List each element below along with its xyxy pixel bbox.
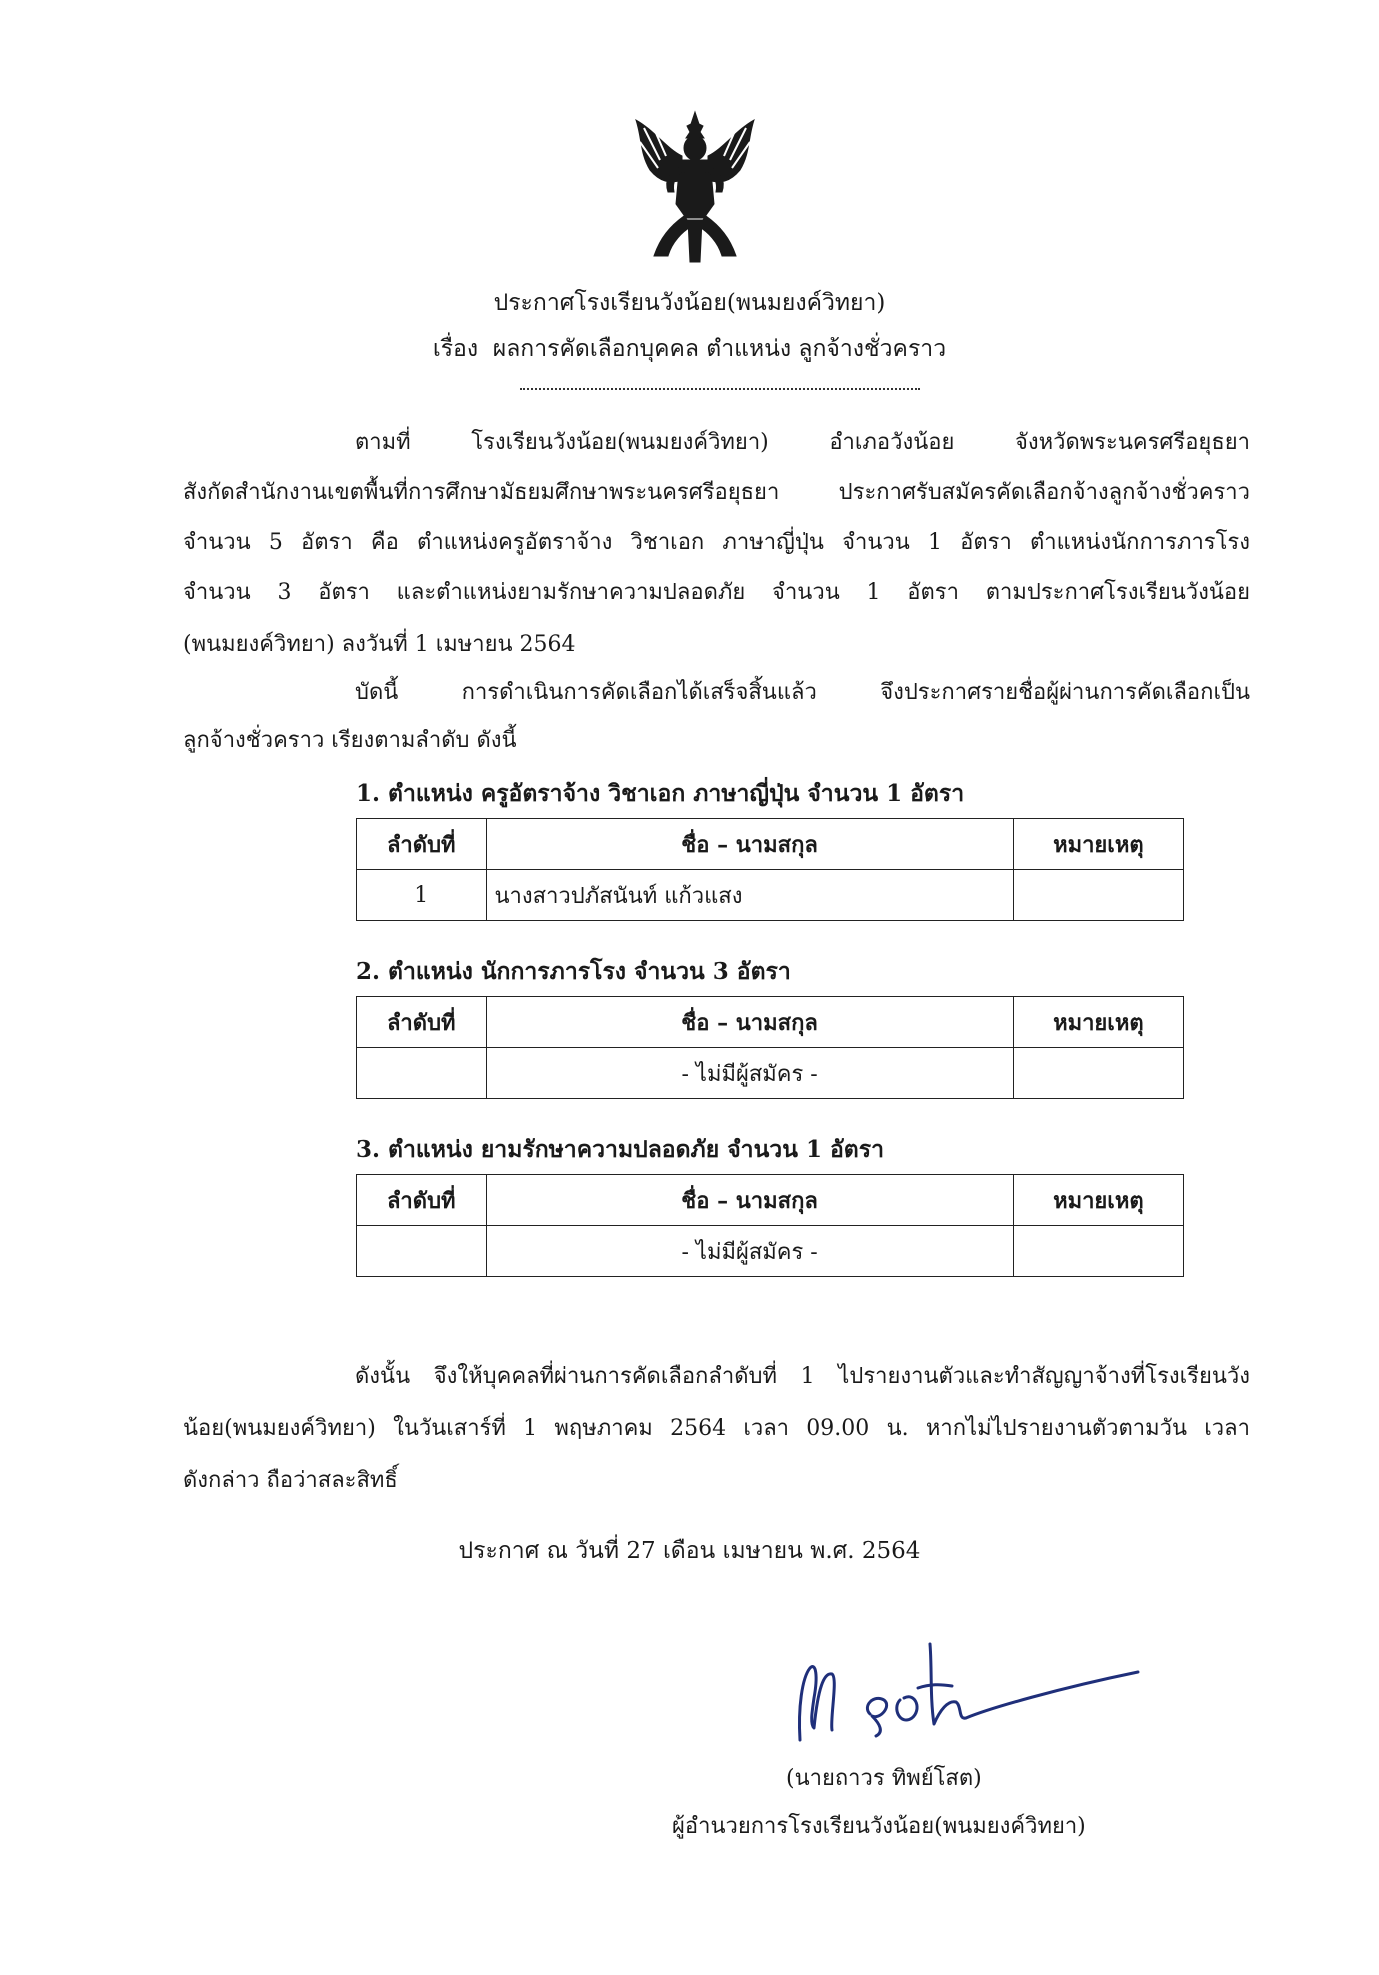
row-order (357, 1226, 487, 1277)
signatory-title: ผู้อำนวยการโรงเรียนวังน้อย(พนมยงค์วิทยา) (672, 1814, 1086, 1839)
conclusion-line-2: น้อย(พนมยงค์วิทยา) ในวันเสาร์ที่ 1 พฤษภาคม 2564 เวลา 09.00 น. หากไม่ไปรายงานตัวตามวัน เวลา (183, 1416, 1250, 1441)
subject-label: เรื่อง (432, 336, 479, 362)
col-order-header: ลำดับที่ (357, 1175, 487, 1226)
position-1-heading: 1. ตำแหน่ง ครูอัตราจ้าง วิชาเอก ภาษาญี่ปุ่น จำนวน 1 อัตรา (356, 780, 965, 807)
subject-text: ผลการคัดเลือกบุคคล ตำแหน่ง ลูกจ้างชั่วคราว (492, 336, 947, 362)
position-3-table (356, 1174, 1184, 1277)
conclusion-line-3: ดังกล่าว ถือว่าสละสิทธิ์ (183, 1468, 398, 1493)
row-order (357, 1048, 487, 1099)
col-order-header: ลำดับที่ (357, 997, 487, 1048)
table-row (357, 1226, 1184, 1277)
garuda-emblem-icon (630, 108, 760, 266)
row-name: - ไม่มีผู้สมัคร - (486, 1226, 1013, 1277)
table-header-row (357, 819, 1184, 870)
intro-line-2: สังกัดสำนักงานเขตพื้นที่การศึกษามัธยมศึกษาพระนครศรีอยุธยา ประกาศรับสมัครคัดเลือกจ้างลูกจ้างชั่วคราว (183, 480, 1250, 505)
row-remark (1013, 1048, 1183, 1099)
announcement-title: ประกาศโรงเรียนวังน้อย(พนมยงค์วิทยา) (493, 290, 886, 316)
signatory-name: (นายถาวร ทิพย์โสต) (786, 1766, 982, 1791)
result-line-1: บัดนี้ การดำเนินการคัดเลือกได้เสร็จสิ้นแล้ว จึงประกาศรายชื่อผู้ผ่านการคัดเลือกเป็น (355, 680, 1250, 705)
intro-line-5: (พนมยงค์วิทยา) ลงวันที่ 1 เมษายน 2564 (183, 632, 576, 657)
table-row (357, 1048, 1184, 1099)
position-3-heading: 3. ตำแหน่ง ยามรักษาความปลอดภัย จำนวน 1 อัตรา (356, 1136, 884, 1163)
table-header-row (357, 997, 1184, 1048)
subject-line (0, 334, 1379, 364)
result-line-2: ลูกจ้างชั่วคราว เรียงตามลำดับ ดังนี้ (183, 728, 517, 753)
col-order-header: ลำดับที่ (357, 819, 487, 870)
position-2-table (356, 996, 1184, 1099)
row-remark (1013, 1226, 1183, 1277)
row-order: 1 (357, 870, 487, 921)
row-remark (1013, 870, 1183, 921)
row-name: - ไม่มีผู้สมัคร - (486, 1048, 1013, 1099)
col-remark-header: หมายเหตุ (1013, 997, 1183, 1048)
table-row (357, 870, 1184, 921)
intro-line-4: จำนวน 3 อัตรา และตำแหน่งยามรักษาความปลอดภัย จำนวน 1 อัตรา ตามประกาศโรงเรียนวังน้อย (183, 580, 1250, 605)
col-remark-header: หมายเหตุ (1013, 819, 1183, 870)
intro-line-3: จำนวน 5 อัตรา คือ ตำแหน่งครูอัตราจ้าง วิชาเอก ภาษาญี่ปุ่น จำนวน 1 อัตรา ตำแหน่งนักการภารโรง (183, 530, 1250, 555)
announce-date: ประกาศ ณ วันที่ 27 เดือน เมษายน พ.ศ. 2564 (458, 1538, 921, 1564)
table-header-row (357, 1175, 1184, 1226)
col-name-header: ชื่อ – นามสกุล (486, 1175, 1013, 1226)
conclusion-line-1: ดังนั้น จึงให้บุคคลที่ผ่านการคัดเลือกลำดับที่ 1 ไปรายงานตัวและทำสัญญาจ้างที่โรงเรียนวัง (355, 1364, 1250, 1389)
col-name-header: ชื่อ – นามสกุล (486, 819, 1013, 870)
title-separator (520, 388, 920, 390)
position-1-table (356, 818, 1184, 921)
row-name: นางสาวปภัสนันท์ แก้วแสง (486, 870, 1013, 921)
position-2-heading: 2. ตำแหน่ง นักการภารโรง จำนวน 3 อัตรา (356, 958, 791, 985)
col-name-header: ชื่อ – นามสกุล (486, 997, 1013, 1048)
signature-icon (780, 1628, 1150, 1743)
col-remark-header: หมายเหตุ (1013, 1175, 1183, 1226)
intro-line-1: ตามที่ โรงเรียนวังน้อย(พนมยงค์วิทยา) อำเภอวังน้อย จังหวัดพระนครศรีอยุธยา (355, 430, 1250, 455)
